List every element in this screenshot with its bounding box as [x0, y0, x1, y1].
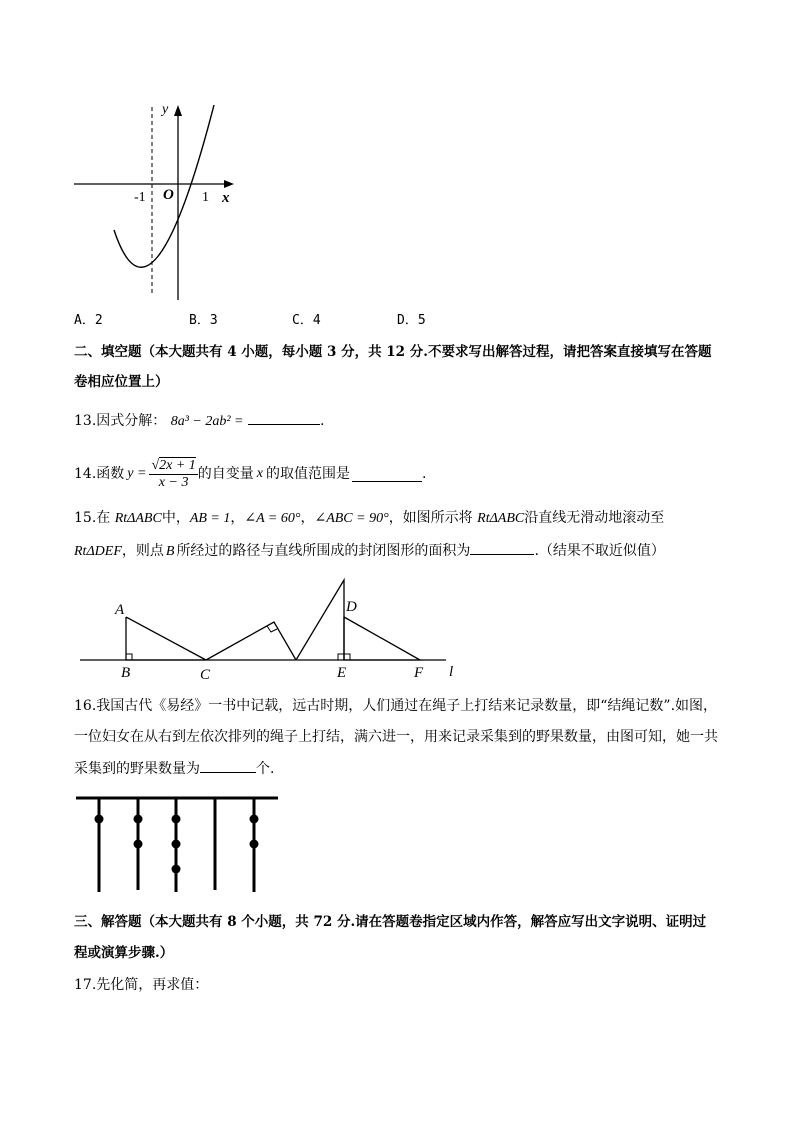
- q14-numerator: √2x + 1: [151, 457, 196, 473]
- q15-text-a: 15.在: [74, 510, 111, 526]
- rope-knot: [172, 865, 181, 874]
- rope-knot: [250, 840, 259, 849]
- q16-text-b: 个.: [256, 761, 275, 777]
- q15-point-b: B: [165, 544, 175, 559]
- q15-sep1: ，: [230, 510, 245, 526]
- q15-ab-length: AB = 1: [189, 511, 231, 526]
- q15-text-b: 中，: [161, 510, 190, 526]
- label-c: C: [200, 667, 211, 683]
- q14-y-equals: y =: [127, 466, 147, 481]
- q12-option-a: [74, 311, 103, 331]
- label-a: A: [115, 602, 125, 618]
- option-letter: B．: [189, 313, 210, 328]
- q14-tail: 的取值范围是: [266, 466, 351, 482]
- rope-knot: [134, 840, 143, 849]
- option-letter: D．: [397, 313, 418, 328]
- question-13: [74, 410, 324, 432]
- q15-triangle-def: RtΔDEF: [74, 544, 122, 559]
- rope-knot: [134, 815, 143, 824]
- option-value: 3: [209, 313, 218, 328]
- label-l: l: [449, 664, 454, 680]
- q14-fraction: [149, 458, 197, 491]
- q15-angle-abc: ∠ABC = 90°: [314, 511, 389, 526]
- q16-answer-blank[interactable]: [200, 758, 256, 773]
- section3-heading-line2: 程或演算步骤.）: [74, 945, 174, 961]
- question-14: [74, 452, 426, 496]
- x-axis-arrow: [224, 180, 234, 188]
- section3-heading-line1: 三、解答题（本大题共有 8 个小题，共 72 分.请在答题卷指定区域内作答，解答应写出文字说明、证明过: [74, 914, 707, 930]
- rope-knot: [172, 840, 181, 849]
- q14-middle: 的自变量: [197, 466, 254, 482]
- tick-label-neg1: -1: [134, 190, 146, 205]
- q12-option-b: [189, 311, 218, 331]
- y-axis-arrow: [174, 105, 182, 116]
- option-value: 5: [417, 313, 426, 328]
- q15-text-c: ，如图所示将: [388, 510, 473, 526]
- question-16-line1: 16.我国古代《易经》一书中记载，远古时期，人们通过在绳子上打结来记录数量，即“结绳记数”.如图，: [74, 698, 718, 714]
- q14-var: x: [256, 466, 264, 481]
- right-angle-e: [344, 654, 350, 660]
- label-f: F: [414, 665, 424, 681]
- q15-triangle-abc-2: RtΔABC: [477, 511, 525, 526]
- q14-radicand: 2x + 1: [159, 457, 196, 473]
- q14-suffix: .: [422, 466, 427, 482]
- x-axis-label: x: [222, 190, 230, 206]
- q13-answer-blank[interactable]: [248, 410, 320, 425]
- q15-text-f: 所经过的路径与直线所围成的封闭图形的面积为: [176, 543, 471, 559]
- q14-denominator: x − 3: [158, 474, 189, 490]
- q15-sep2: ，: [300, 510, 315, 526]
- option-letter: A．: [74, 313, 95, 328]
- q15-angle-a: ∠A = 60°: [244, 511, 301, 526]
- rope-knot: [95, 815, 104, 824]
- q15-text-g: .（结果不取近似值）: [534, 543, 665, 559]
- triangle-tall: [296, 580, 344, 660]
- q15-text-e: ，则点: [121, 543, 164, 559]
- rolling-triangle-figure: [74, 575, 474, 685]
- option-letter: C．: [292, 313, 313, 328]
- q14-prefix: 14.函数: [74, 466, 125, 482]
- q13-suffix: .: [319, 413, 325, 429]
- q13-expression: 8a³ − 2ab² =: [170, 414, 244, 429]
- knotted-ropes-figure: [74, 790, 284, 900]
- label-e: E: [337, 665, 347, 681]
- q15-triangle-abc: RtΔABC: [114, 511, 162, 526]
- question-15-line2: [74, 540, 665, 562]
- triangle-def: [344, 617, 420, 660]
- q12-option-c: [292, 311, 321, 331]
- question-16-line2: 一位妇女在从右到左依次排列的绳子上打结，满六进一，用来记录采集到的野果数量，由图可知，她一共: [74, 729, 718, 745]
- right-angle-e-left: [338, 654, 344, 660]
- q16-text-a: 采集到的野果数量为: [74, 761, 200, 777]
- label-b: B: [121, 665, 131, 681]
- right-angle-mid: [267, 626, 277, 632]
- q12-option-d: [397, 311, 426, 331]
- question-15-line1: [74, 508, 664, 529]
- q15-answer-blank[interactable]: [470, 540, 534, 555]
- y-axis-label: y: [162, 102, 169, 117]
- parabola-graph: [66, 95, 246, 310]
- option-value: 4: [312, 313, 321, 328]
- right-angle-b: [126, 654, 132, 660]
- question-17: 17.先化简，再求值：: [74, 977, 209, 993]
- rope-knot: [250, 815, 259, 824]
- section2-heading-line2: 卷相应位置上）: [74, 374, 169, 390]
- q15-text-d: 沿直线无滑动地滚动至: [524, 510, 665, 526]
- rope-knot: [172, 815, 181, 824]
- origin-label: O: [163, 187, 174, 203]
- triangle-abc: [126, 617, 206, 660]
- question-16-line3: [74, 758, 274, 779]
- label-d: D: [346, 599, 357, 615]
- option-value: 2: [94, 313, 103, 328]
- triangle-mid: [206, 622, 296, 660]
- q14-answer-blank[interactable]: [352, 467, 422, 482]
- tick-label-1: 1: [202, 190, 209, 205]
- section2-heading-line1: 二、填空题（本大题共有 4 小题，每小题 3 分，共 12 分.不要求写出解答过程，请把答案直接填写在答题: [74, 344, 712, 360]
- q13-prefix: 13.因式分解：: [74, 413, 167, 429]
